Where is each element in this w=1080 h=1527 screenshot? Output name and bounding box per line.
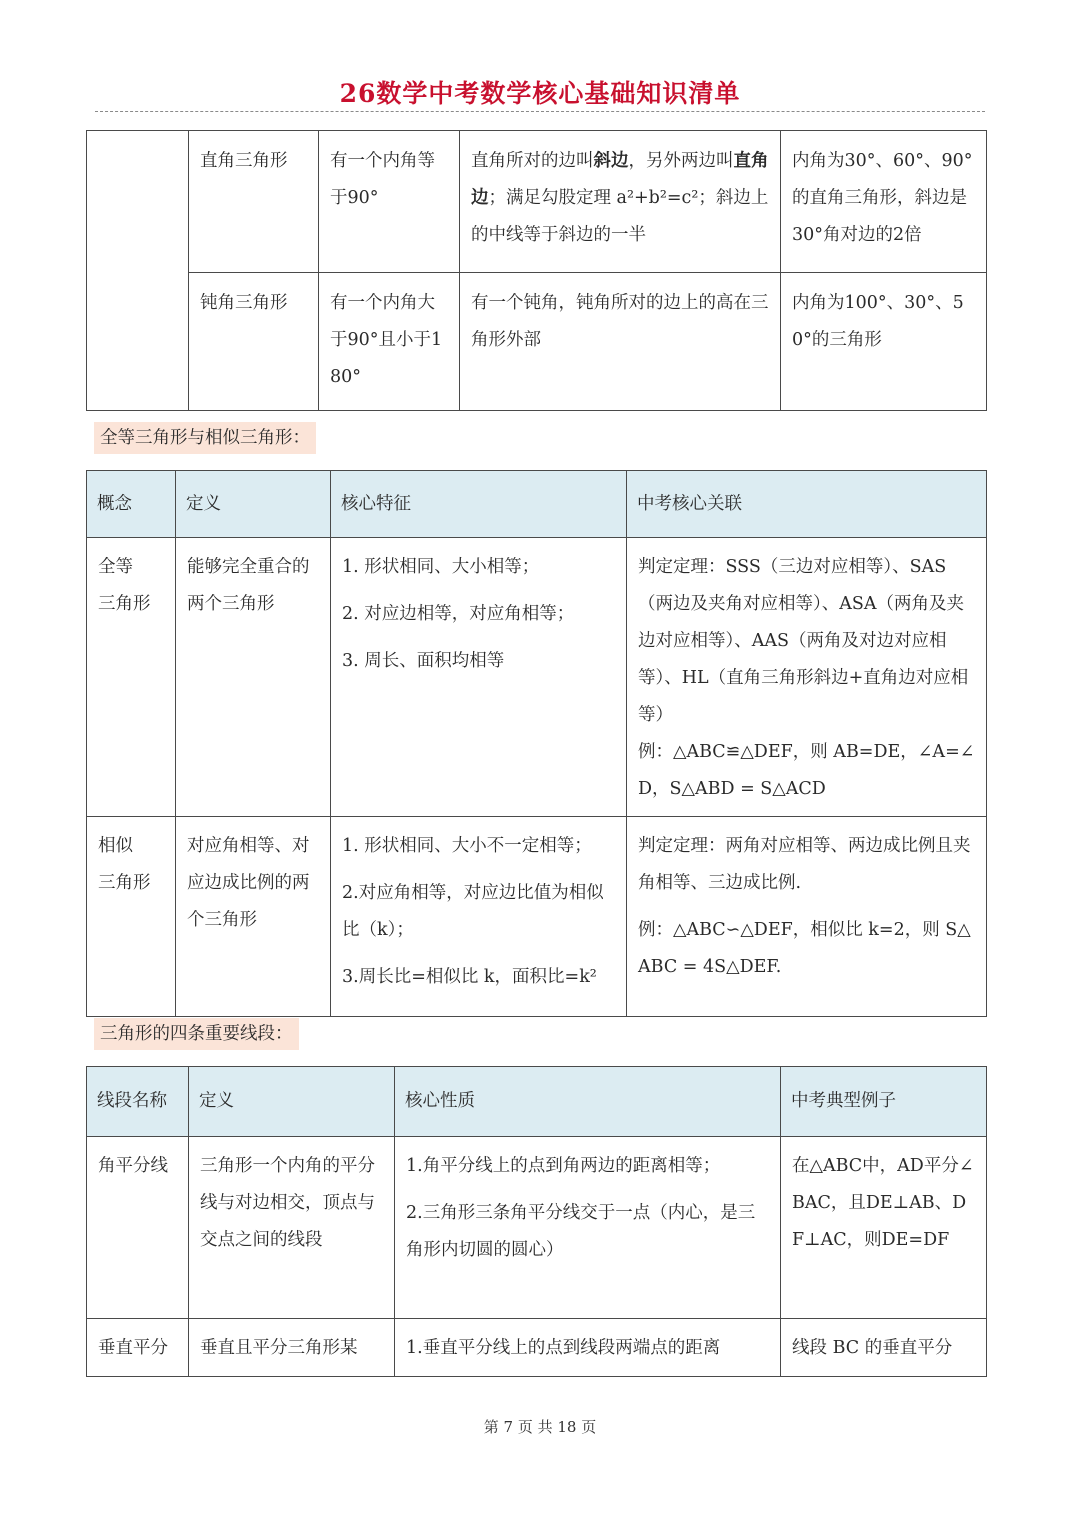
property-item: 1.角平分线上的点到角两边的距离相等；	[406, 1156, 721, 1176]
feature-item: 3.周长比=相似比 k，面积比=k²	[342, 967, 597, 987]
segment-properties-cell	[395, 1137, 781, 1319]
column-header: 中考典型例子	[781, 1067, 987, 1137]
column-header: 线段名称	[87, 1067, 189, 1137]
concept-cell	[87, 538, 176, 817]
section-heading: 三角形的四条重要线段：	[94, 1018, 299, 1050]
type-property: 有一个钝角，钝角所对的边上的高在三角形外部	[460, 273, 781, 411]
type-name: 直角三角形	[189, 131, 319, 273]
feature-item: 2.对应角相等，对应边比值为相似比（k）；	[342, 883, 604, 940]
table-row	[87, 273, 987, 411]
feature-item: 1. 形状相同、大小不一定相等；	[342, 836, 592, 856]
segment-example-cell: 线段 BC 的垂直平分	[781, 1319, 987, 1377]
table-row	[87, 131, 987, 273]
exam-link-cell	[627, 817, 987, 1017]
table-row	[87, 817, 987, 1017]
table-header-row	[87, 1067, 987, 1137]
definition-cell: 对应角相等、对应边成比例的两个三角形	[176, 817, 331, 1017]
property-text: ，另外两边叫	[628, 151, 734, 171]
definition-cell: 能够完全重合的两个三角形	[176, 538, 331, 817]
congruence-similarity-table	[86, 470, 987, 1017]
property-text: 直角所对的边叫	[471, 151, 594, 171]
segment-example-cell: 在△ABC中，AD平分∠BAC，且DE⊥AB、DF⊥AC，则DE=DF	[781, 1137, 987, 1319]
column-header: 中考核心关联	[627, 471, 987, 538]
feature-item: 3. 周长、面积均相等	[342, 651, 505, 671]
column-header: 定义	[189, 1067, 395, 1137]
table-row	[87, 1319, 987, 1377]
concept-line: 全等	[98, 557, 133, 577]
property-text: ；满足勾股定理 a²+b²=c²；斜边上的中线等于斜边的一半	[471, 188, 769, 245]
title-divider	[95, 111, 985, 112]
exam-link-cell	[627, 538, 987, 817]
page-number: 第 7 页 共 18 页	[483, 1418, 597, 1436]
property-bold-term: 直角边	[471, 151, 769, 208]
segment-definition-cell: 三角形一个内角的平分线与对边相交，顶点与交点之间的线段	[189, 1137, 395, 1319]
property-bold-term: 斜边	[593, 151, 629, 171]
features-cell	[331, 817, 627, 1017]
concept-line: 三角形	[98, 594, 151, 614]
exam-link-example: 例：△ABC∽△DEF，相似比 k=2，则 S△ABC = 4S△DEF.	[638, 920, 971, 977]
column-header: 概念	[87, 471, 176, 538]
concept-line: 相似	[98, 836, 133, 856]
segment-definition-cell: 垂直且平分三角形某	[189, 1319, 395, 1377]
line-segments-table	[86, 1066, 987, 1377]
table-row	[87, 538, 987, 817]
triangle-type-table	[86, 130, 987, 411]
column-header: 核心性质	[395, 1067, 781, 1137]
type-property	[460, 131, 781, 273]
concept-line: 三角形	[98, 873, 151, 893]
type-example: 内角为30°、60°、90°的直角三角形，斜边是30°角对边的2倍	[781, 131, 987, 273]
category-cell	[87, 131, 189, 411]
segment-name-cell: 角平分线	[87, 1137, 189, 1319]
features-cell	[331, 538, 627, 817]
table-header-row	[87, 471, 987, 538]
exam-link-text: 判定定理：SSS（三边对应相等）、SAS（两边及夹角对应相等）、ASA（两角及夹边对应相等）、AAS（两角及对边对应相等）、HL（直角三角形斜边+直角边对应相等）	[638, 557, 969, 725]
exam-link-text: 判定定理：两角对应相等、两边成比例且夹角相等、三边成比例.	[638, 836, 971, 893]
property-item: 1.垂直平分线上的点到线段两端点的距离	[406, 1338, 721, 1358]
section-heading: 全等三角形与相似三角形：	[94, 422, 316, 454]
feature-item: 1. 形状相同、大小相等；	[342, 557, 540, 577]
type-example: 内角为100°、30°、50°的三角形	[781, 273, 987, 411]
property-item: 2.三角形三条角平分线交于一点（内心，是三角形内切圆的圆心）	[406, 1203, 756, 1260]
column-header: 核心特征	[331, 471, 627, 538]
table-row	[87, 1137, 987, 1319]
segment-name-cell: 垂直平分	[87, 1319, 189, 1377]
feature-item: 2. 对应边相等，对应角相等；	[342, 604, 575, 624]
page-title: 26数学中考数学核心基础知识清单	[339, 79, 741, 108]
type-name: 钝角三角形	[189, 273, 319, 411]
type-definition: 有一个内角大于90°且小于180°	[319, 273, 460, 411]
exam-link-example: 例：△ABC≌△DEF，则 AB=DE，∠A=∠D，S△ABD = S△ACD	[638, 742, 975, 799]
column-header: 定义	[176, 471, 331, 538]
segment-properties-cell	[395, 1319, 781, 1377]
type-definition: 有一个内角等于90°	[319, 131, 460, 273]
concept-cell	[87, 817, 176, 1017]
